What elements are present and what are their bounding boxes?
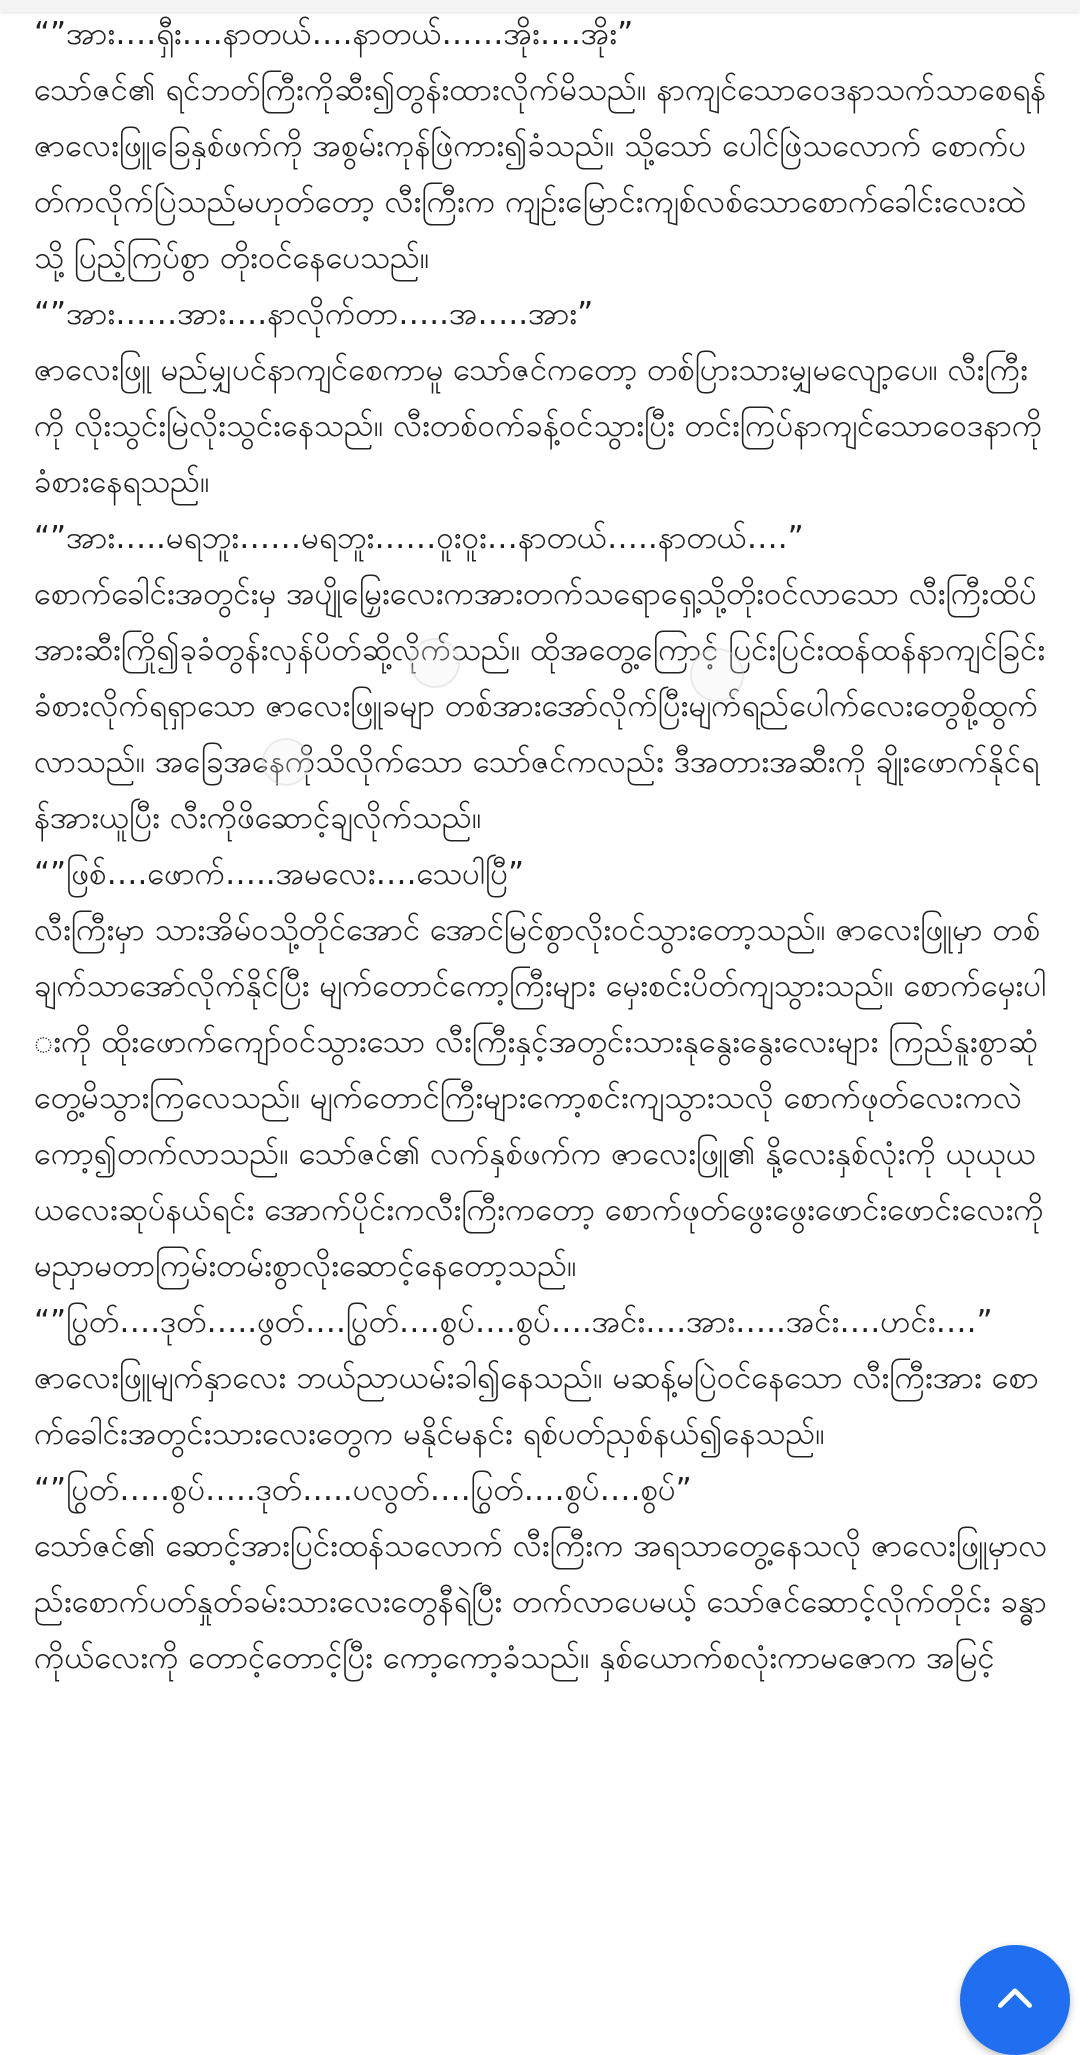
paragraph: သော်ဇင်၏ ဆောင့်အားပြင်းထန်သလောက် လီးကြီးက အရသာတွေ့နေသလို ဇာလေးဖြူမှာလည်းစောက်ပတ်နှုတ်ခမ်းသားလေးတွေနီရဲပြီး တက်လာပေမယ့် သော်ဇင်ဆောင့်လိုက်တိုင်း ခန္ဓာကိုယ်လေးကို တောင့်တောင့်ပြီး ကော့ကော့ခံသည်။ နှစ်ယောက်စလုံးကာမဇောက အမြင့်	[34, 1528, 1048, 1676]
chevron-up-icon	[993, 1978, 1037, 2022]
touch-ripple	[262, 738, 310, 786]
touch-ripple	[690, 648, 744, 702]
paragraph: စောက်ခေါင်းအတွင်းမှ အပျိုမြှေးလေးကအားတက်သရောရှေ့သို့တိုးဝင်လာသော လီးကြီးထိပ်အားဆီးကြို၍ခုခံတွန်းလှန်ပိတ်ဆို့လိုက်သည်။ ထိုအတွေ့ကြောင့် ပြင်းပြင်းထန်ထန်နာကျင်ခြင်းခံစားလိုက်ရရှာသော ဇာလေးဖြူခမျာ တစ်အားအော်လိုက်ပြီးမျက်ရည်ပေါက်လေးတွေစို့ထွက်လာသည်။ အခြေအနေကိုသိလိုက်သော သော်ဇင်ကလည်း ဒီအတားအဆီးကို ချိုးဖောက်နိုင်ရန်အားယူပြီး လီးကိုဖိဆောင့်ချလိုက်သည်။	[34, 576, 1046, 836]
touch-ripple	[410, 638, 460, 688]
paragraph: သော်ဇင်၏ ရင်ဘတ်ကြီးကိုဆီး၍တွန်းထားလိုက်မိသည်။ နာကျင်သောဝေဒနာသက်သာစေရန် ဇာလေးဖြူခြေနှစ်ဖက်ကို အစွမ်းကုန်ဖြဲကား၍ခံသည်။ သို့သော် ပေါင်ဖြဲသလောက် စောက်ပတ်ကလိုက်ပြဲသည်မဟုတ်တော့ လီးကြီးက ကျဉ်းမြောင်းကျစ်လစ်သောစောက်ခေါင်းလေးထဲသို့ ပြည့်ကြပ်စွာ တိုးဝင်နေပေသည်။	[34, 72, 1047, 276]
paragraph: “”ဖြစ်….ဖောက်…..အမလေး….သေပါပြီ”	[34, 856, 525, 892]
paragraph: ဇာလေးဖြူမျက်နှာလေး ဘယ်ညာယမ်းခါ၍နေသည်။ မဆန့်မပြဲဝင်နေသော လီးကြီးအား စောက်ခေါင်းအတွင်းသားလေးတွေက မနိုင်မနင်း ရစ်ပတ်ညှစ်နယ်၍နေသည်။	[34, 1360, 1039, 1452]
paragraph: “”ပြွတ်….ဒုတ်…..ဖွတ်….ပြွတ်….စွပ်….စွပ်….အင်း….အား…..အင်း….ဟင်း….”	[34, 1304, 993, 1340]
paragraph: “”ပြွတ်…..စွပ်…..ဒုတ်…..ပလွတ်….ပြွတ်….စွပ်….စွပ်”	[34, 1472, 692, 1508]
paragraph: “”အား….ရှီး….နာတယ်….နာတယ်……အိုး….အိုး”	[34, 16, 634, 52]
paragraph: “”အား……အား….နာလိုက်တာ…..အ…..အား”	[34, 296, 594, 332]
article-body	[34, 6, 1054, 1686]
paragraph: ဇာလေးဖြူ မည်မျှပင်နာကျင်စေကာမူ သော်ဇင်ကတော့ တစ်ပြားသားမျှမလျော့ပေ။ လီးကြီးကို လိုးသွင်းမြဲလိုးသွင်းနေသည်။ လီးတစ်ဝက်ခန့်ဝင်သွားပြီး တင်းကြပ်နာကျင်သောဝေဒနာကိုခံစားနေရသည်။	[34, 352, 1043, 500]
paragraph: လီးကြီးမှာ သားအိမ်ဝသို့တိုင်အောင် အောင်မြင်စွာလိုးဝင်သွားတော့သည်။ ဇာလေးဖြူမှာ တစ်ချက်သာအော်လိုက်နိုင်ပြီး မျက်တောင်ကော့ကြီးများ မှေးစင်းပိတ်ကျသွားသည်။ စောက်မှေးပါးကို ထိုးဖောက်ကျော်ဝင်သွားသော လီးကြီးနှင့်အတွင်းသားနုနွေးနွေးလေးများ ကြည်နူးစွာဆုံတွေ့မိသွားကြလေသည်။ မျက်တောင်ကြီးများကော့စင်းကျသွားသလို စောက်ဖုတ်လေးကလဲ ကော့၍တက်လာသည်။ သော်ဇင်၏ လက်နှစ်ဖက်က ဇာလေးဖြူ၏ နို့လေးနှစ်လုံးကို ယုယုယယလေးဆုပ်နယ်ရင်း အောက်ပိုင်းကလီးကြီးကတော့ စောက်ဖုတ်ဖွေးဖွေးဖောင်းဖောင်းလေးကို မညှာမတာကြမ်းတမ်းစွာလိုးဆောင့်နေတော့သည်။	[34, 912, 1047, 1284]
paragraph: “”အား…..မရဘူး……မရဘူး……ဝူးဝူး…နာတယ်…..နာတယ်….”	[34, 520, 804, 556]
scroll-to-top-button[interactable]	[960, 1945, 1070, 2055]
